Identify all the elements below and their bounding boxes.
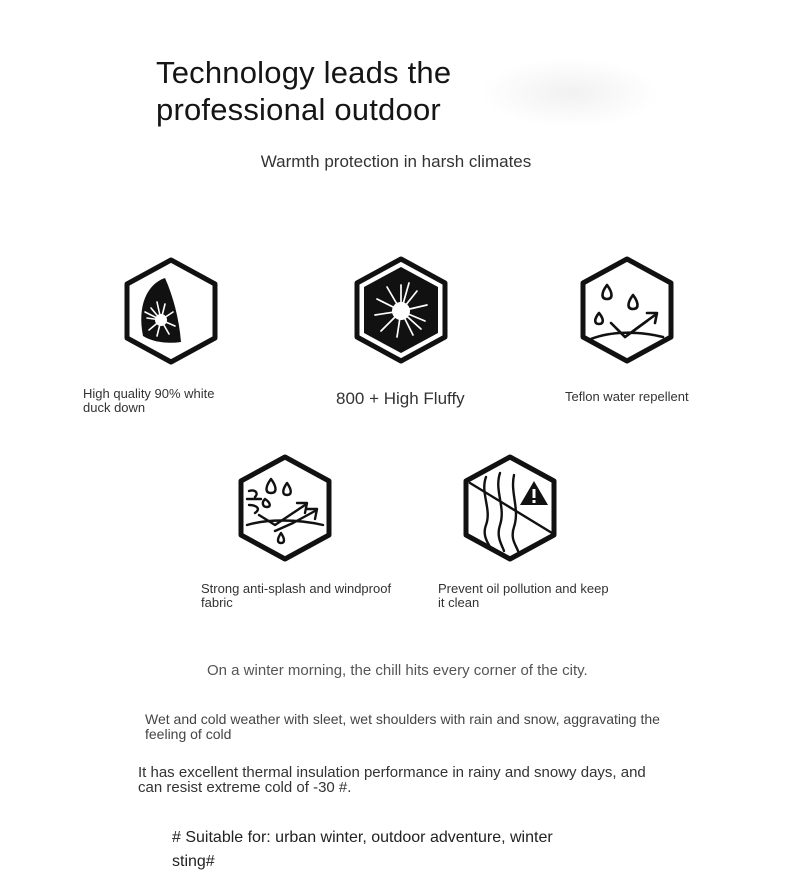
paragraph-winter-morning: On a winter morning, the chill hits every corner of the city. — [207, 662, 588, 679]
title-line-2: professional outdoor — [156, 92, 441, 127]
faded-watermark — [480, 58, 660, 128]
paragraph-thermal-insulation: It has excellent thermal insulation performance in rainy and snowy days, and can resist extreme cold of -30 #. — [138, 764, 646, 796]
oil-pollution-warning-icon — [460, 453, 560, 563]
page-subtitle: Warmth protection in harsh climates — [260, 152, 532, 171]
feature-label-windproof: Strong anti-splash and windproof fabric — [201, 581, 392, 610]
paragraph-wet-cold: Wet and cold weather with sleet, wet shoulders with rain and snow, aggravating the feeling of cold — [145, 711, 660, 742]
fluffy-down-icon — [351, 255, 451, 365]
feature-label-oil-pollution: Prevent oil pollution and keep it clean — [438, 581, 609, 610]
duck-down-feather-icon — [121, 256, 221, 366]
feature-label-duck-down: High quality 90% white duck down — [83, 386, 215, 415]
title-line-1: Technology leads the — [156, 55, 452, 90]
feature-label-water-repellent: Teflon water repellent — [565, 389, 689, 404]
water-repellent-icon — [577, 255, 677, 365]
page-title — [156, 54, 451, 128]
windproof-splash-icon — [235, 453, 335, 563]
feature-label-fluffy: 800 + High Fluffy — [336, 389, 465, 408]
paragraph-suitable-for: # Suitable for: urban winter, outdoor adventure, winter sting# — [172, 829, 553, 870]
